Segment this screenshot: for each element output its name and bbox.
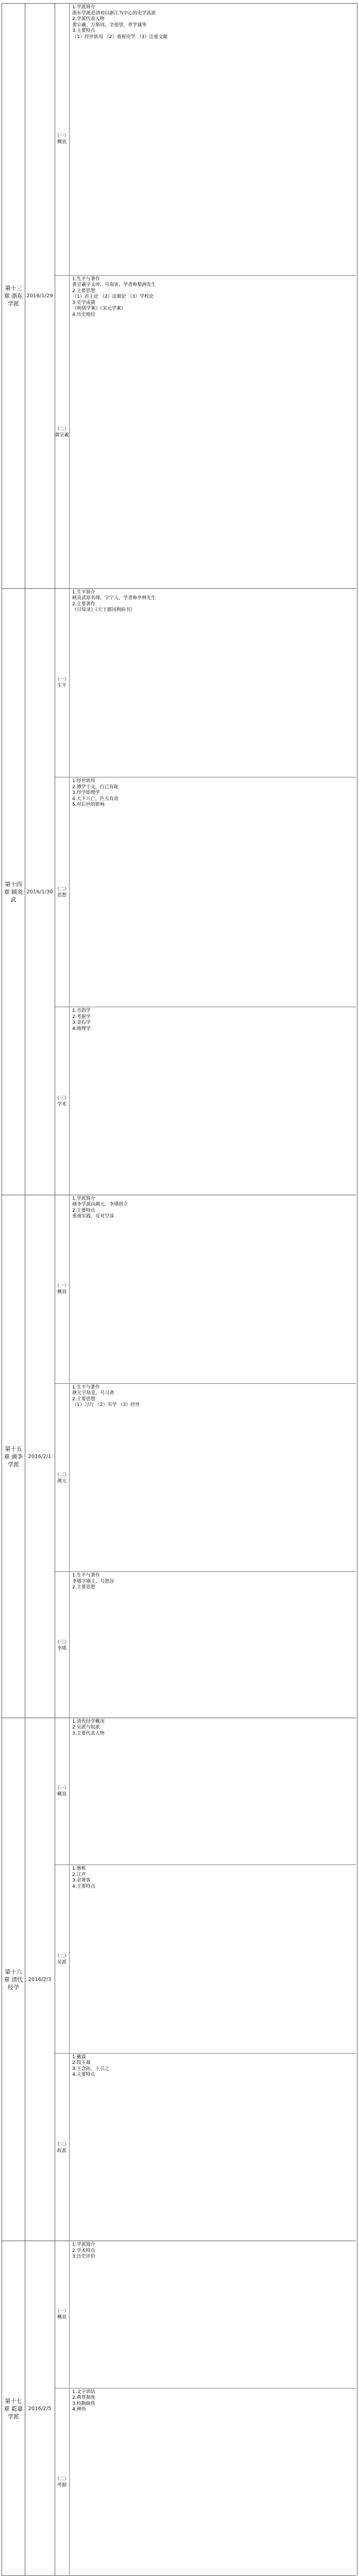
content-line: 2.主要思想 xyxy=(72,1396,95,1402)
section-row xyxy=(55,275,356,589)
section-row xyxy=(55,1383,356,1572)
date-cell xyxy=(25,2241,55,2576)
content-line: 3.历史评价 xyxy=(72,2254,95,2260)
content-line: 《日知录》《天下郡国利病书》 xyxy=(72,607,135,613)
content-line: 3.校勘辑佚 xyxy=(72,2401,95,2406)
section-name-cell xyxy=(55,276,70,589)
date-cell xyxy=(25,589,55,1195)
chapter-date: 2016/1/30 xyxy=(26,889,53,895)
content-line: 黄宗羲、万斯同、全祖望、章学诚等 xyxy=(72,22,147,28)
section-content xyxy=(69,1007,356,1195)
content-line: 2.学术特点 xyxy=(72,2248,95,2253)
content-line: 3.主要特点 xyxy=(72,28,95,33)
section-content xyxy=(69,2054,356,2242)
section-name-cell xyxy=(55,4,70,275)
chapter-name-cell xyxy=(2,1195,25,1718)
section-row xyxy=(55,777,356,1007)
date-cell xyxy=(25,4,55,588)
content-line: 顾炎武原名绛，字宁人，学者称亭林先生 xyxy=(72,596,156,601)
section-content xyxy=(69,276,356,589)
content-line: 浙东学派是清初以浙江为中心的史学流派 xyxy=(72,10,156,16)
section-row xyxy=(55,2053,356,2242)
chapter-row xyxy=(2,4,356,588)
chapter-name-cell xyxy=(2,1718,25,2241)
section-name: （二）考据 xyxy=(55,2477,69,2488)
section-name: （一）概说 xyxy=(55,1283,69,1295)
date-cell xyxy=(25,1718,55,2241)
content-line: 2.主要思想 xyxy=(72,288,95,294)
content-line: 4.历史地位 xyxy=(72,312,95,317)
chapter-date: 2016/2/3 xyxy=(28,1977,52,1983)
content-line: 4.辨伪 xyxy=(72,2407,86,2413)
section-name: （一）生平 xyxy=(55,677,69,689)
section-row xyxy=(55,1195,356,1383)
content-line: 4.主要特点 xyxy=(72,2072,95,2078)
content-line: 颜元字易直，号习斋 xyxy=(72,1391,115,1396)
section-content xyxy=(69,777,356,1007)
chapter-name: 第十七章 乾嘉学派 xyxy=(4,2397,23,2420)
chapter-row xyxy=(2,1718,356,2241)
section-name-cell xyxy=(55,1384,70,1572)
content-line: 3.经学即理学 xyxy=(72,790,100,796)
chapter-row xyxy=(2,588,356,1195)
chapter-name-cell xyxy=(2,589,25,1195)
content-line: 1.学派简介 xyxy=(72,5,95,10)
section-row xyxy=(55,1865,356,2053)
content-line: 1.惠栋 xyxy=(72,1866,86,1872)
chapter-date: 2016/2/1 xyxy=(28,1453,52,1460)
content-line: 1.生平与著作 xyxy=(72,276,100,282)
section-name-cell xyxy=(55,1865,70,2053)
content-line: 4.天下兴亡，匹夫有责 xyxy=(72,796,119,802)
section-content xyxy=(69,2388,356,2576)
section-row xyxy=(55,589,356,777)
content-line: 重视实践，反对空谈 xyxy=(72,1214,115,1219)
section-name: （二）吴派 xyxy=(55,1954,69,1965)
content-line: 1.音韵学 xyxy=(72,1008,91,1014)
chapter-name-cell xyxy=(2,4,25,588)
content-line: 1.生平与著作 xyxy=(72,1384,100,1390)
content-line: 2.学派代表人物 xyxy=(72,16,105,22)
content-line: 5.对后世的影响 xyxy=(72,802,105,808)
content-line: 《明儒学案》《宋元学案》 xyxy=(72,306,126,312)
section-row xyxy=(55,2241,356,2388)
content-line: 1.清代经学概况 xyxy=(72,1719,105,1724)
content-line: 2.段玉裁 xyxy=(72,2060,91,2066)
content-line: 3.史学成就 xyxy=(72,300,95,306)
chapter-name: 第十六章 清代经学 xyxy=(4,1969,23,1991)
section-row xyxy=(55,2388,356,2576)
section-name-cell xyxy=(55,2241,70,2388)
section-name: （一）概说 xyxy=(55,2309,69,2320)
content-line: 颜李学派由颜元、李塨创立 xyxy=(72,1202,128,1208)
content-line: 1.学派简介 xyxy=(72,2242,95,2248)
content-line: 2.主要思想 xyxy=(72,1585,95,1590)
chapter-name: 第十五章 颜李学派 xyxy=(4,1445,23,1468)
section-content xyxy=(69,1865,356,2053)
section-name: （三）学术 xyxy=(55,1095,69,1107)
content-line: （1）经世致用 （2）重视史学 （3）注重文献 xyxy=(72,34,168,40)
section-name-cell xyxy=(55,589,70,777)
section-name: （二）思想 xyxy=(55,887,69,899)
date-cell xyxy=(25,1195,55,1718)
content-line: 2.主要著作 xyxy=(72,601,95,607)
content-line: 2.主要特点 xyxy=(72,1208,95,1213)
chapter-name: 第十四章 顾炎武 xyxy=(4,880,23,903)
section-name: （一）概说 xyxy=(55,133,69,145)
document-table xyxy=(2,3,357,2576)
content-line: 1.生平与著作 xyxy=(72,1573,100,1579)
chapter-name: 第十三章 浙东学派 xyxy=(4,284,23,307)
section-name-cell xyxy=(55,1572,70,1719)
content-line: 李塨字刚主，号恕谷 xyxy=(72,1579,115,1584)
section-name: （三）李塨 xyxy=(55,1639,69,1651)
section-name-cell xyxy=(55,1195,70,1383)
section-content xyxy=(69,1572,356,1719)
content-line: 3.金石学 xyxy=(72,1020,91,1026)
section-row xyxy=(55,1718,356,1865)
section-content xyxy=(69,2241,356,2388)
section-content xyxy=(69,1384,356,1572)
section-name: （二）黄宗羲 xyxy=(55,426,69,438)
content-line: 1.生平简介 xyxy=(72,589,95,595)
content-line: 1.经世致用 xyxy=(72,778,95,784)
content-line: 2.典章制度 xyxy=(72,2395,95,2401)
section-name-cell xyxy=(55,1007,70,1195)
chapter-row xyxy=(2,1195,356,1718)
content-line: 4.主要特点 xyxy=(72,1884,95,1889)
content-line: 3.王念孙、王引之 xyxy=(72,2066,109,2072)
section-name-cell xyxy=(55,1718,70,1865)
content-line: （1）君主论 （2）法制论 （3）学校论 xyxy=(72,294,154,300)
content-line: 1.学派简介 xyxy=(72,1196,95,1201)
section-content xyxy=(69,1718,356,1865)
chapter-date: 2016/2/5 xyxy=(28,2405,52,2412)
section-row xyxy=(55,1007,356,1195)
section-row xyxy=(55,4,356,275)
content-line: 2.吴派与皖派 xyxy=(72,1725,100,1731)
content-line: 3.余萧客 xyxy=(72,1878,91,1884)
section-name: （三）皖派 xyxy=(55,2142,69,2154)
section-content xyxy=(69,1195,356,1383)
section-content xyxy=(69,589,356,777)
content-line: （1）习行 （2）实学 （3）经世 xyxy=(72,1402,140,1408)
content-line: 2.考据学 xyxy=(72,1014,91,1020)
section-row xyxy=(55,1571,356,1719)
content-line: 3.主要代表人物 xyxy=(72,1731,105,1736)
content-line: 1.文字训诂 xyxy=(72,2389,95,2395)
content-line: 2.博学于文，行己有耻 xyxy=(72,784,119,790)
content-line: 2.江声 xyxy=(72,1872,86,1877)
section-name-cell xyxy=(55,2388,70,2576)
content-line: 黄宗羲字太冲，号南雷，学者称梨洲先生 xyxy=(72,282,156,288)
content-line: 1.戴震 xyxy=(72,2054,86,2060)
section-name-cell xyxy=(55,777,70,1007)
content-line: 4.地理学 xyxy=(72,1026,91,1031)
chapter-name-cell xyxy=(2,2241,25,2576)
section-content xyxy=(69,4,356,275)
section-name-cell xyxy=(55,2054,70,2242)
section-name: （一）概说 xyxy=(55,1786,69,1798)
chapter-date: 2016/1/29 xyxy=(26,293,53,299)
chapter-row xyxy=(2,2241,356,2576)
section-name: （二）颜元 xyxy=(55,1472,69,1484)
